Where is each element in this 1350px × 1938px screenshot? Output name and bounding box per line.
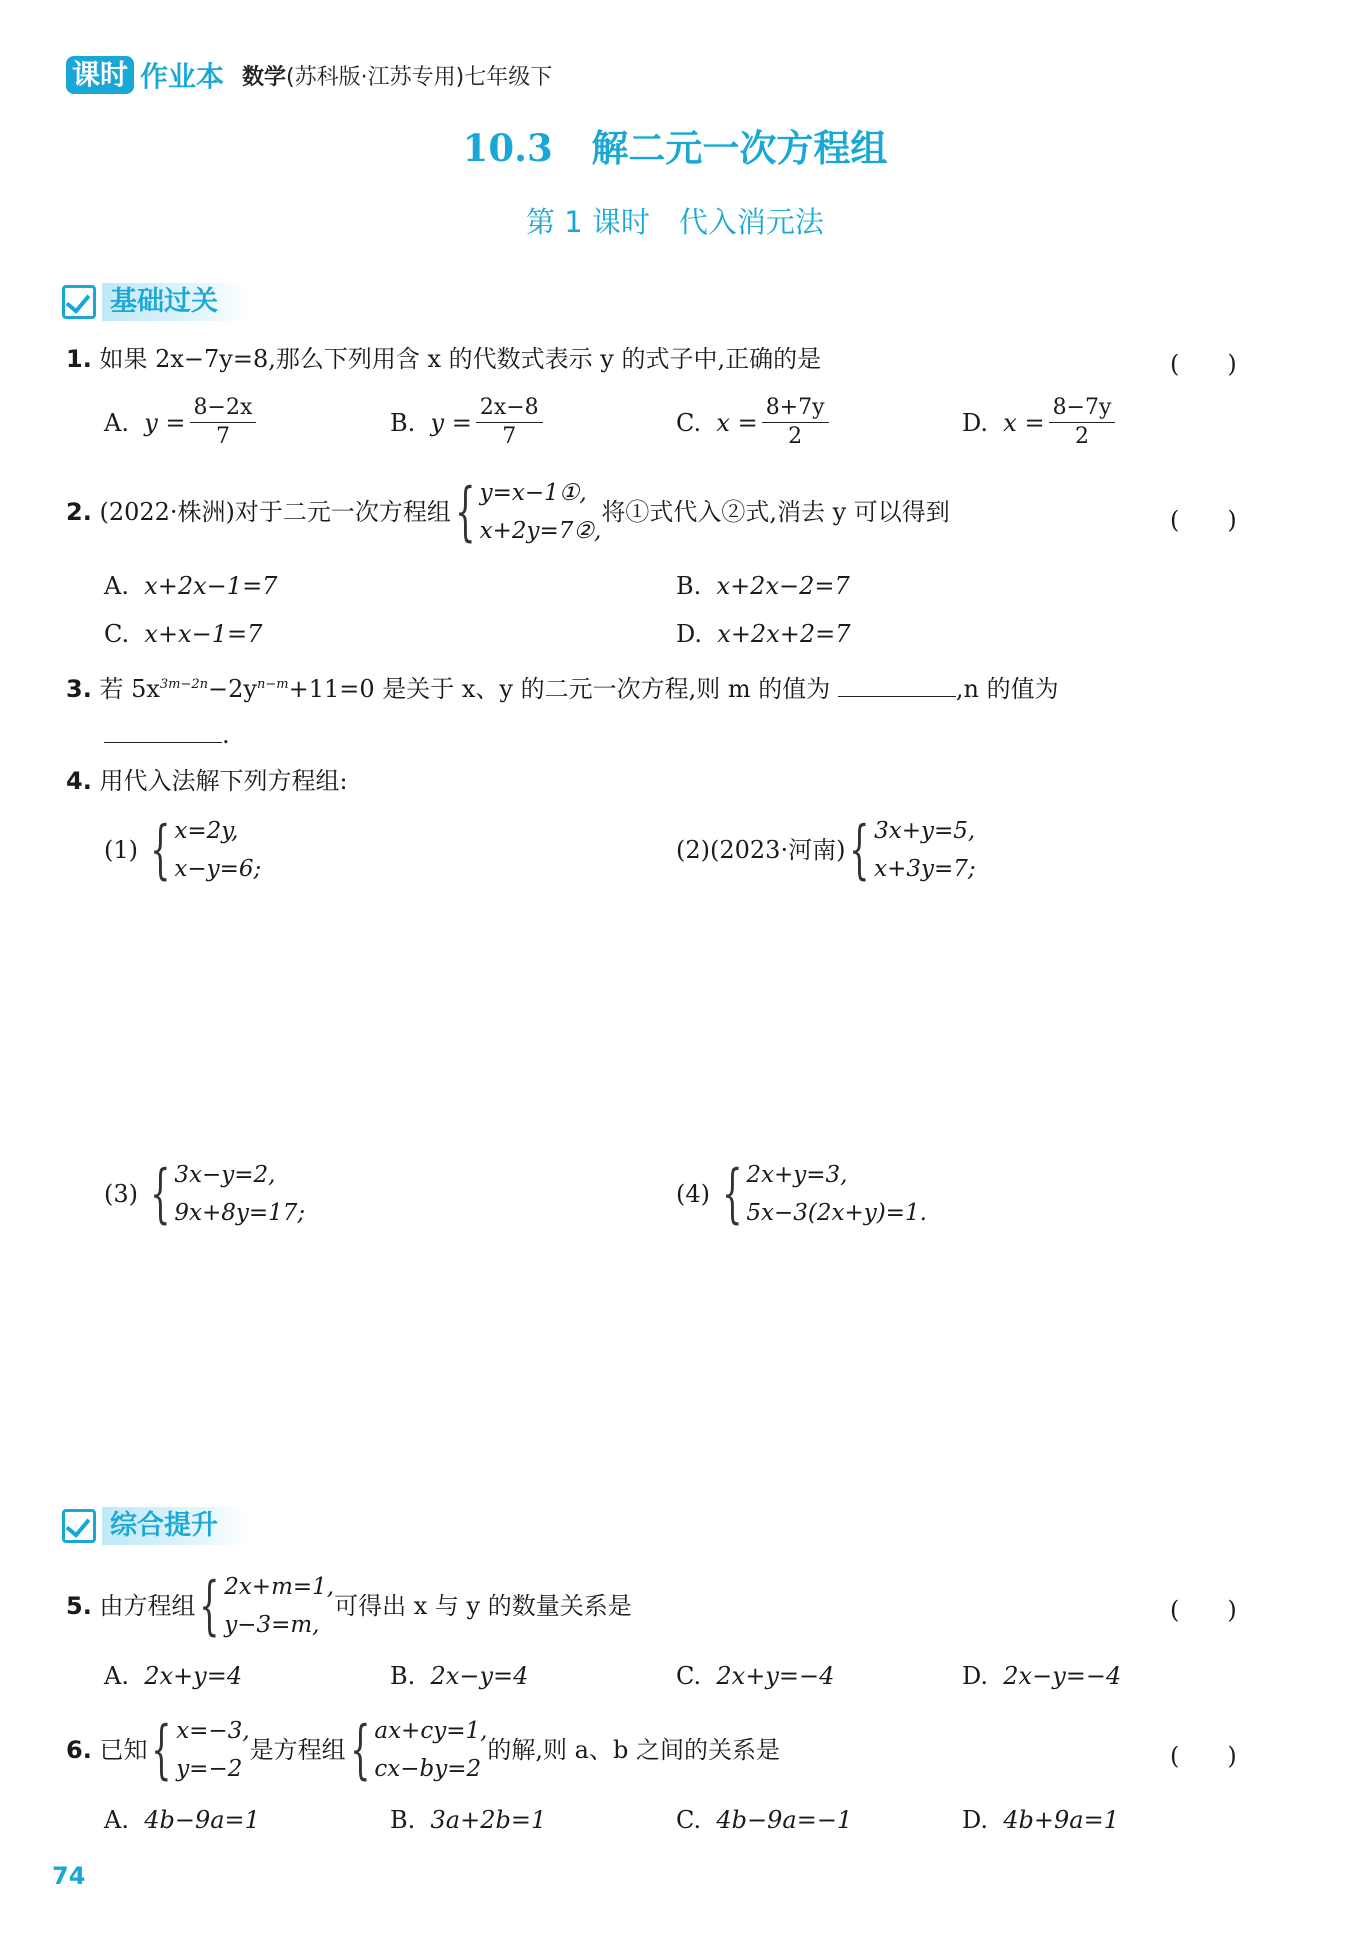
checkbox-icon bbox=[62, 285, 96, 319]
answer-paren-2: ( ) bbox=[1170, 506, 1237, 534]
q1-option-a: A. y = $\frac{8-2x}{7}$ bbox=[104, 394, 256, 451]
q4-part-2: (2)(2023·河南) { 3x+y=5, x+3y=7; bbox=[676, 813, 976, 887]
q6-option-a: A. 4b−9a=1 bbox=[104, 1806, 260, 1834]
q5-option-a: A. 2x+y=4 bbox=[104, 1662, 243, 1690]
brand-logo: 课时 bbox=[66, 56, 134, 94]
blank-n[interactable] bbox=[104, 722, 222, 743]
question-1: 1. 如果 2x−7y=8,那么下列用含 x 的代数式表示 y 的式子中,正确的是 bbox=[66, 345, 822, 373]
q5-option-b: B. 2x−y=4 bbox=[390, 1662, 529, 1690]
question-3-continued: . bbox=[104, 718, 230, 752]
section-title bbox=[0, 118, 1350, 172]
q5-option-c: C. 2x+y=−4 bbox=[676, 1662, 835, 1690]
book-subtitle: 数学(苏科版·江苏专用)七年级下 bbox=[242, 64, 553, 90]
q1-option-b: B. y = $\frac{2x-8}{7}$ bbox=[390, 394, 543, 451]
header bbox=[66, 56, 552, 94]
q6-option-c: C. 4b−9a=−1 bbox=[676, 1806, 853, 1834]
question-4: 4. 用代入法解下列方程组: bbox=[66, 767, 348, 795]
badge-advanced bbox=[62, 1506, 246, 1546]
answer-paren-6: ( ) bbox=[1170, 1742, 1237, 1770]
badge-advanced-label: 综合提升 bbox=[102, 1507, 246, 1545]
pencil-icon bbox=[62, 1509, 96, 1543]
q4-part-4: (4) { 2x+y=3, 5x−3(2x+y)=1. bbox=[676, 1157, 927, 1231]
lesson-title: 第 1 课时 代入消元法 bbox=[526, 205, 824, 239]
q5-option-d: D. 2x−y=−4 bbox=[962, 1662, 1122, 1690]
answer-paren-1: ( ) bbox=[1170, 350, 1237, 378]
section-number: 10.3 bbox=[462, 126, 553, 170]
q2-option-b: B. x+2x−2=7 bbox=[676, 572, 850, 600]
answer-paren-5: ( ) bbox=[1170, 1596, 1237, 1624]
q1-option-d: D. x = $\frac{8-7y}{2}$ bbox=[962, 394, 1115, 451]
q2-option-a: A. x+2x−1=7 bbox=[104, 572, 278, 600]
brand-name: 作业本 bbox=[140, 60, 225, 93]
section-name: 解二元一次方程组 bbox=[591, 126, 888, 170]
q2-option-c: C. x+x−1=7 bbox=[104, 620, 263, 648]
q6-option-d: D. 4b+9a=1 bbox=[962, 1806, 1119, 1834]
question-5: 5. 由方程组 { 2x+m=1, y−3=m, 可得出 x 与 y 的数量关系是 bbox=[66, 1569, 632, 1643]
badge-basic bbox=[62, 282, 246, 322]
page-number: 74 bbox=[52, 1862, 86, 1890]
q4-part-3: (3) { 3x−y=2, 9x+8y=17; bbox=[104, 1157, 306, 1231]
question-2: 2. (2022·株洲)对于二元一次方程组 { y=x−1①, x+2y=7②, 将①式代入②式,消去 y 可以得到 bbox=[66, 475, 950, 549]
q6-option-b: B. 3a+2b=1 bbox=[390, 1806, 547, 1834]
blank-m[interactable] bbox=[838, 676, 956, 697]
badge-basic-label: 基础过关 bbox=[102, 283, 246, 321]
question-6: 6. 已知 { x=−3, y=−2 是方程组 { ax+cy=1, cx−by=2 的解,则 a、b 之间的关系是 bbox=[66, 1713, 780, 1787]
q2-system: { y=x−1①, x+2y=7②, bbox=[455, 475, 602, 549]
q2-option-d: D. x+2x+2=7 bbox=[676, 620, 851, 648]
question-3: 3. 若 $5x^{3m-2n}-2y^{n-m}+11=0$ 是关于 x、y 的二元一次方程,则 m 的值为 ,n 的值为 bbox=[66, 675, 1059, 703]
q1-option-c: C. x = $\frac{8+7y}{2}$ bbox=[676, 394, 829, 451]
q4-part-1: (1) { x=2y, x−y=6; bbox=[104, 813, 262, 887]
